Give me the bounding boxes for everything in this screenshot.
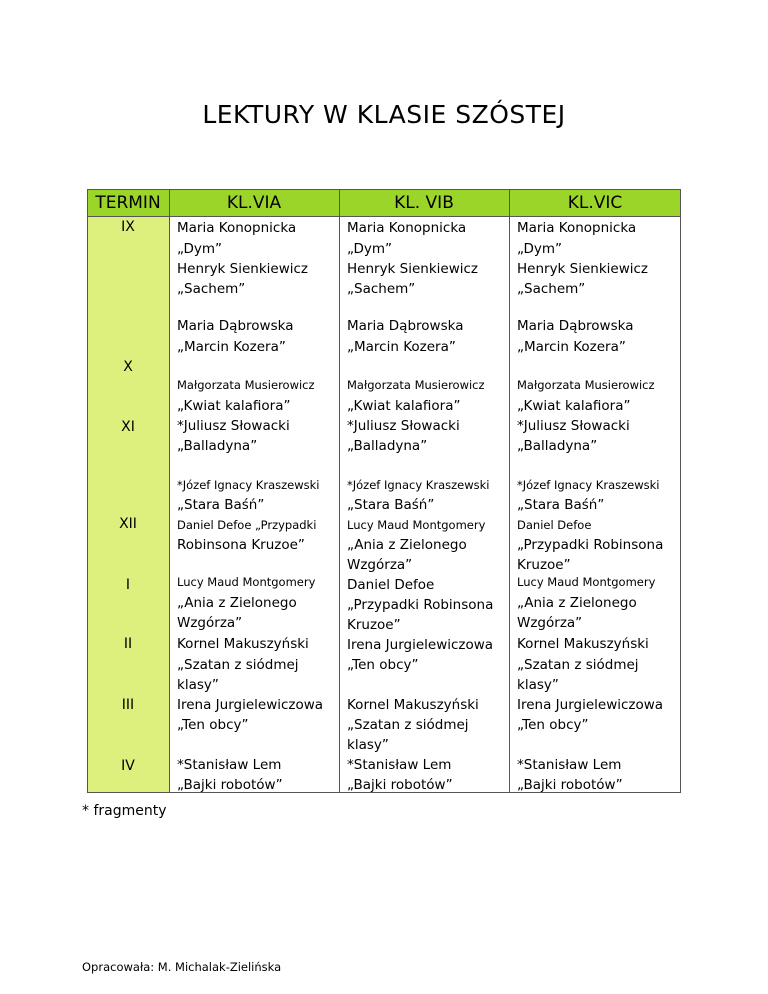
cell-text: klasy” [517,677,559,693]
cell-text: Maria Dąbrowska [177,318,294,334]
cell-text: *Stanisław Lem [177,757,282,773]
cell-text: „Kwiat kalafiora” [517,398,631,414]
cell-text: „Balladyna” [177,438,258,454]
cell-text: „Ten obcy” [177,717,249,733]
cell-text: Irena Jurgielewiczowa [177,697,324,713]
cell-text: „Bajki robotów” [347,777,453,793]
cell-text: Wzgórza” [517,615,583,631]
cell-text: Maria Konopnicka [517,220,637,236]
cell-text: *Juliusz Słowacki [177,418,290,434]
cell-text: Maria Konopnicka [347,220,467,236]
cell-text: „Ten obcy” [347,657,419,673]
cell-text: Robinsona Kruzoe” [177,537,305,553]
cell-text: Małgorzata Musierowicz [347,378,485,392]
cell-text: Maria Dąbrowska [517,318,634,334]
month-label: XI [121,419,135,435]
month-label: IV [121,758,135,774]
cell-text: Lucy Maud Montgomery [177,575,316,589]
cell-text: Maria Dąbrowska [347,318,464,334]
cell-text: „Balladyna” [347,438,428,454]
footnote: * fragmenty [82,803,167,819]
cell-text: „Sachem” [347,281,416,297]
header-kl-vib: KL. VIB [394,193,454,213]
cell-text: „Ania z Zielonego [347,537,467,553]
cell-text: „Stara Baśń” [347,497,435,513]
cell-text: Daniel Defoe „Przypadki [177,518,317,532]
cell-text: „Przypadki Robinsona [347,597,494,613]
cell-text: „Stara Baśń” [177,497,265,513]
cell-text: Daniel Defoe [347,577,435,593]
cell-text: Wzgórza” [347,557,413,573]
author-credit: Opracowała: M. Michalak-Zielińska [82,960,282,974]
cell-text: „Ania z Zielonego [177,595,297,611]
cell-text: „Sachem” [177,281,246,297]
reading-list-table [87,189,681,793]
cell-text: „Przypadki Robinsona [517,537,664,553]
page-title: LEKTURY W KLASIE SZÓSTEJ [202,100,566,129]
cell-text: *Józef Ignacy Kraszewski [177,478,320,492]
cell-text: „Balladyna” [517,438,598,454]
cell-text: Wzgórza” [177,615,243,631]
cell-text: „Szatan z siódmej [517,657,639,673]
cell-text: „Dym” [177,241,223,257]
month-label: I [125,577,131,593]
cell-text: Henryk Sienkiewicz [517,261,649,277]
cell-text: Kornel Makuszyński [517,636,649,652]
cell-text: „Marcin Kozera” [517,339,626,355]
cell-text: Irena Jurgielewiczowa [517,697,664,713]
header-kl-vic: KL.VIC [567,193,623,213]
table-border [87,189,681,793]
header-kl-via: KL.VIA [226,193,282,213]
cell-text: „Szatan z siódmej [347,717,469,733]
cell-text: Daniel Defoe [517,518,592,532]
cell-text: „Dym” [347,241,393,257]
cell-text: Henryk Sienkiewicz [177,261,309,277]
cell-text: Irena Jurgielewiczowa [347,637,494,653]
cell-text: „Ania z Zielonego [517,595,637,611]
cell-text: *Juliusz Słowacki [517,418,630,434]
cell-text: *Juliusz Słowacki [347,418,460,434]
cell-text: klasy” [347,737,389,753]
cell-text: *Stanisław Lem [347,757,452,773]
cell-text: „Kwiat kalafiora” [177,398,291,414]
month-label: X [123,359,133,375]
cell-text: klasy” [177,677,219,693]
cell-text: „Kwiat kalafiora” [347,398,461,414]
month-label: IX [121,219,135,235]
cell-text: „Bajki robotów” [517,777,623,793]
cell-text: Kornel Makuszyński [347,697,479,713]
cell-text: Kruzoe” [517,557,571,573]
cell-text: Kornel Makuszyński [177,636,309,652]
cell-text: Maria Konopnicka [177,220,297,236]
cell-text: *Józef Ignacy Kraszewski [347,478,490,492]
cell-text: „Bajki robotów” [177,777,283,793]
cell-text: *Stanisław Lem [517,757,622,773]
month-label: III [121,697,135,713]
header-termin: TERMIN [95,193,161,213]
cell-text: Małgorzata Musierowicz [517,378,655,392]
cell-text: „Sachem” [517,281,586,297]
cell-text: „Marcin Kozera” [177,339,286,355]
cell-text: Kruzoe” [347,617,401,633]
cell-text: „Marcin Kozera” [347,339,456,355]
cell-text: „Stara Baśń” [517,497,605,513]
cell-text: „Dym” [517,241,563,257]
cell-text: Lucy Maud Montgomery [347,518,486,532]
cell-text: „Ten obcy” [517,717,589,733]
cell-text: Lucy Maud Montgomery [517,575,656,589]
month-label: II [123,636,133,652]
cell-text: Henryk Sienkiewicz [347,261,479,277]
month-label: XII [119,516,137,532]
cell-text: Małgorzata Musierowicz [177,378,315,392]
cell-text: „Szatan z siódmej [177,657,299,673]
cell-text: *Józef Ignacy Kraszewski [517,478,660,492]
